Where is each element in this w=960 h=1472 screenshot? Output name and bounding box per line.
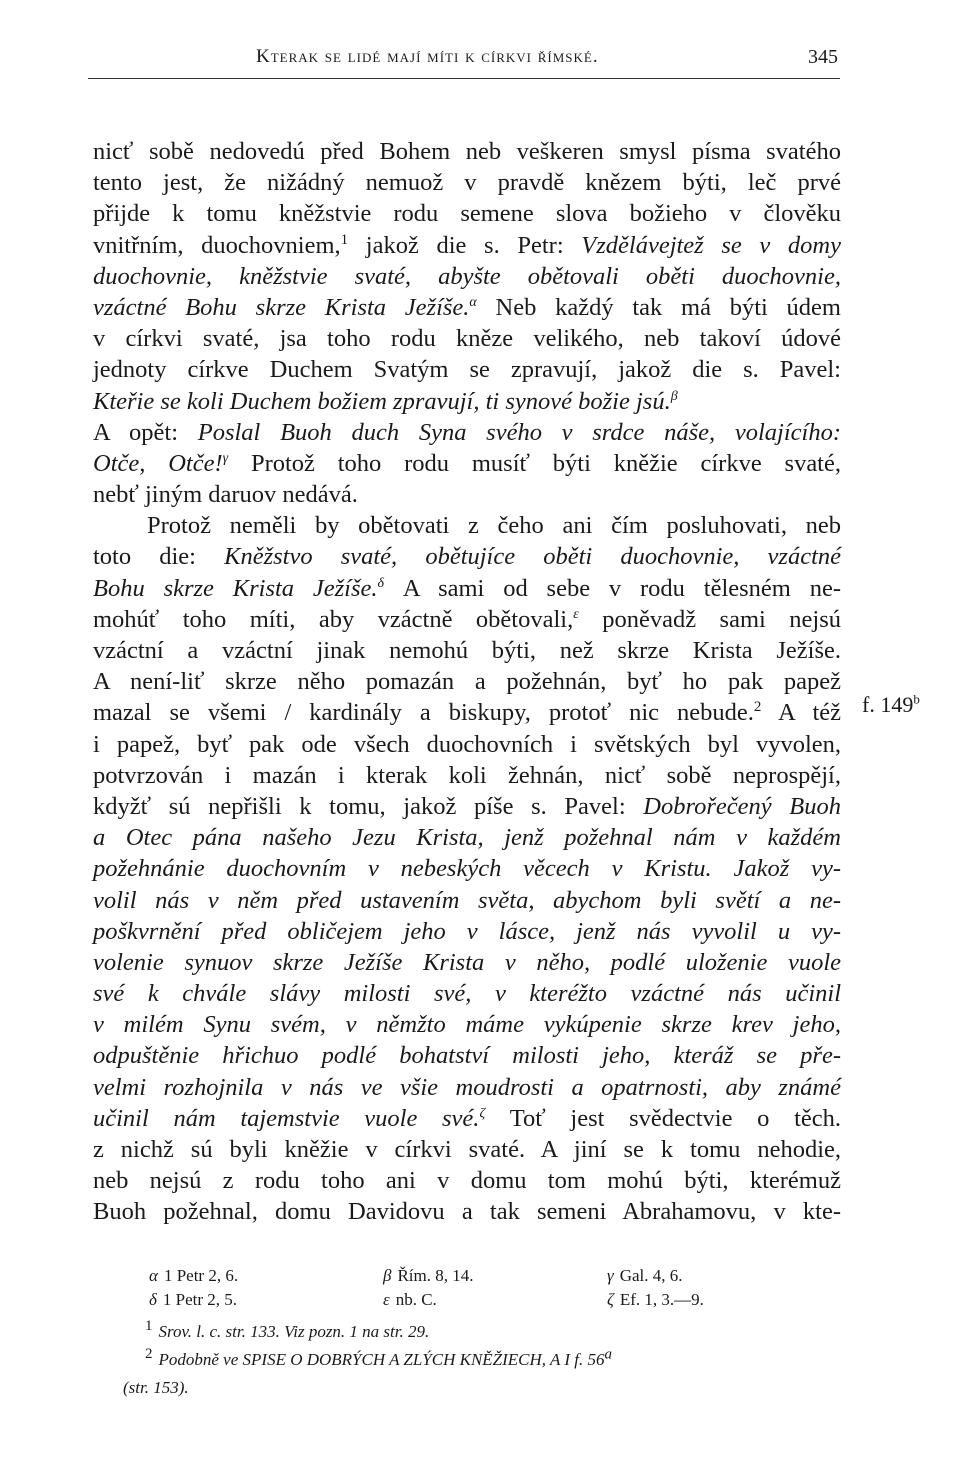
text-line: Bohu skrze Krista Ježíše.$^\delta$ A sami od sebe v rodu tělesném ne- [93,574,841,602]
text-line: velmi rozhojnila v nás ve všie moudrosti a opatrnosti, aby známé [93,1073,841,1101]
text-line: nebť jiným daruov nedává. [93,481,358,509]
text-line: volenie synuov skrze Ježíše Krista v něho, podlé uloženie vuole [93,948,841,976]
text-line: Buoh požehnal, domu Davidovu a tak semeni Abrahamovu, v kte- [93,1198,841,1226]
footnote-ref: 1 [340,231,349,248]
text-line: vzáctní a vzáctní jinak nemohú býti, než skrze Krista Ježíše. [93,637,841,664]
text-line: poškvrnění před obličejem jeho v lásce, jenž nás vyvolil u vy- [93,917,841,945]
citation-note: α 1 Petr 2, 6. [149,1266,239,1285]
citation-note: ζ Ef. 1, 3.—9. [607,1290,704,1309]
footnotes [93,1266,841,1402]
citation-mark: δ [377,575,385,591]
text-line: tento jest, že nižádný nemuož v pravdě knězem býti, leč prvé [93,169,841,197]
text-line: své k chvále slávy milosti své, v kteréžto vzáctné nás učinil [93,980,841,1008]
citation-note: β Řím. 8, 14. [383,1266,474,1285]
text-line: toto die: Kněžstvo svaté, obětujíce oběti duochovnie, vzáctné [93,543,842,571]
text-line: Otče, Otče!$^\gamma$ Protož toho rodu musíť býti kněžie církve svaté, [93,449,841,477]
text-line: učinil nám tajemstvie vuole své.$^\zeta$ Toť jest svědectvie o těch. [93,1104,841,1132]
citation-note: δ 1 Petr 2, 5. [149,1290,238,1309]
text-line: neb nejsú z rodu toho ani v domu tom mohú býti, kterémuž [93,1167,841,1195]
text-line: kdyžť sú nepřišli k tomu, jakož píše s. Pavel: Dobrořečený Buoh [93,792,841,820]
text-line: v církvi svaté, jsa toho rodu kněze velikého, neb takoví údové [93,325,841,353]
text-line: potvrzován i mazán i kterak koli žehnán, nicť sobě neprospějí, [93,761,841,789]
text-line: z nichž sú byli kněžie v církvi svaté. A jiní se k tomu nehodie, [93,1136,841,1163]
text-line: požehnánie duochovním v nebeských věcech v Kristu. Jakož vy- [93,855,841,883]
text-line: vnitřním, duochovniem,$^1$ jakož die s. Petr: Vzdělávejtež se v domy [93,231,841,259]
citation-mark: β [670,388,678,404]
header-rule [88,78,840,79]
text-line: duochovnie, kněžstvie svaté, abyšte obětovali oběti duochovnie, [93,262,841,290]
text-line: v milém Synu svém, v němžto máme vykúpenie skrze krev jeho, [93,1011,841,1039]
text-line: vzáctné Bohu skrze Krista Ježíše.$^\alpha$ Neb každý tak má býti údem [93,293,841,321]
running-head [88,46,840,82]
page-number: 345 [808,46,838,68]
citation-mark: ζ [479,1105,486,1121]
body-text [93,136,841,1228]
folio-ref: f. 149 [862,692,914,717]
text-line: i papež, byť pak ode všech duochovních i světských byl vyvolen, [93,730,841,758]
text-line: jednoty církve Duchem Svatým se zpravují, jakož die s. Pavel: [93,356,841,384]
citation-note: γ Gal. 4, 6. [607,1266,683,1285]
text-line: nicť sobě nedovedú před Bohem neb veškeren smysl písma svatého [93,138,841,165]
citation-note: ε nb. C. [383,1290,437,1309]
text-line: A není-liť skrze něho pomazán a požehnán, byť ho pak papež [93,668,841,696]
text-line: mazal se všemi / kardinály a biskupy, protoť nic nebude.$^2$ A též [93,699,842,727]
folio-sup: b [913,691,920,707]
footnote-ref: 2 [753,699,762,716]
citation-mark: ε [573,606,579,622]
text-line: mohúť toho míti, aby vzáctně obětovali,$^\varepsilon$ poněvadž sami nejsú [93,605,841,633]
text-line: volil nás v něm před ustavením světa, abychom byli světí a ne- [93,886,841,914]
text-line: Protož neměli by obětovati z čeho ani čím posluhovati, neb [147,512,841,540]
footnote-2: $^2$ Podobně ve SPISE O DOBRÝCH A ZLÝCH KNĚŽIECH, A I f. 56$^a$ (str. 153). [145,1346,841,1402]
citation-mark: α [469,294,477,310]
citation-mark: γ [222,450,229,466]
footnote-2-continuation: (str. 153). [123,1378,189,1397]
text-line: přijde k tomu kněžstvie rodu semene slova božieho v člověku [93,200,841,228]
citation-notes [93,1266,841,1318]
text-line: odpuštěnie hřichuo podlé bohatství milosti jeho, kteráž se pře- [93,1042,841,1070]
text-line: a Otec pána našeho Jezu Krista, jenž požehnal nám v každém [93,824,841,852]
text-line: A opět: Poslal Buoh duch Syna svého v srdce náše, volajícího: [93,418,841,446]
footnote-1: $^1$ Srov. l. c. str. 133. Viz pozn. 1 na str. 29. [145,1318,430,1341]
margin-folio-note [862,692,920,718]
text-line: Kteřie se koli Duchem božiem zpravují, ti synové božie jsú.$^\beta$ [93,387,678,415]
running-title: Kterak se lidé mají míti k církvi římské. [256,46,599,67]
